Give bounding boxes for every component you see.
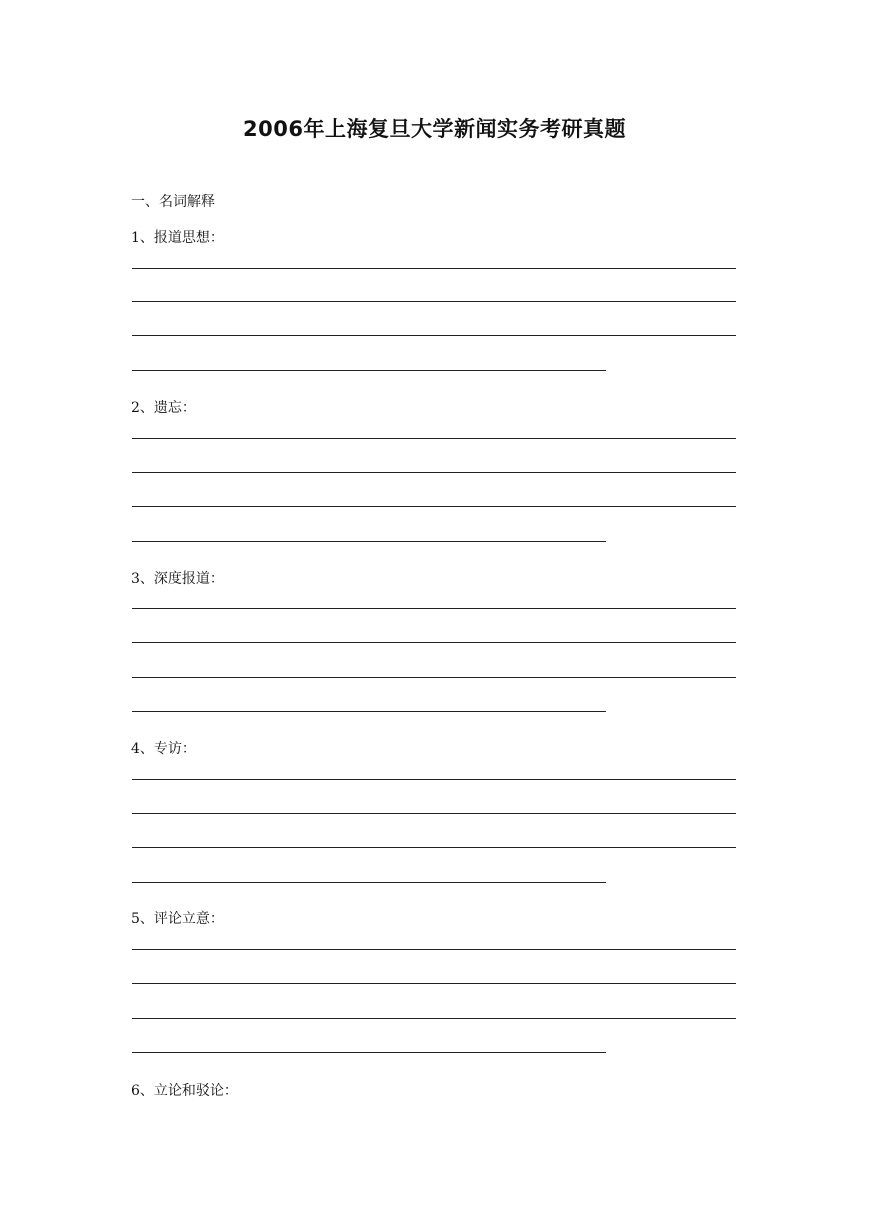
answer-line [132, 472, 736, 473]
question-label: 2、遗忘： [131, 400, 196, 416]
answer-line [132, 813, 736, 814]
answer-line [132, 335, 736, 336]
answer-line [132, 677, 736, 678]
answer-line [132, 506, 736, 507]
answer-line [132, 882, 606, 883]
answer-line [132, 268, 736, 269]
page-title: 2006年上海复旦大学新闻实务考研真题 [243, 117, 626, 141]
answer-line [132, 847, 736, 848]
section-heading: 一、名词解释 [131, 194, 215, 210]
question-label: 1、报道思想： [131, 230, 224, 246]
question-label: 5、评论立意： [131, 911, 224, 927]
answer-line [132, 301, 736, 302]
answer-line [132, 1018, 736, 1019]
answer-line [132, 438, 736, 439]
answer-line [132, 949, 736, 950]
answer-line [132, 370, 606, 371]
answer-line [132, 608, 736, 609]
answer-line [132, 983, 736, 984]
answer-line [132, 779, 736, 780]
answer-line [132, 642, 736, 643]
question-label: 4、专访： [131, 741, 196, 757]
answer-line [132, 541, 606, 542]
answer-line [132, 711, 606, 712]
question-label: 3、深度报道： [131, 571, 224, 587]
question-label: 6、立论和驳论： [131, 1083, 238, 1099]
answer-line [132, 1052, 606, 1053]
